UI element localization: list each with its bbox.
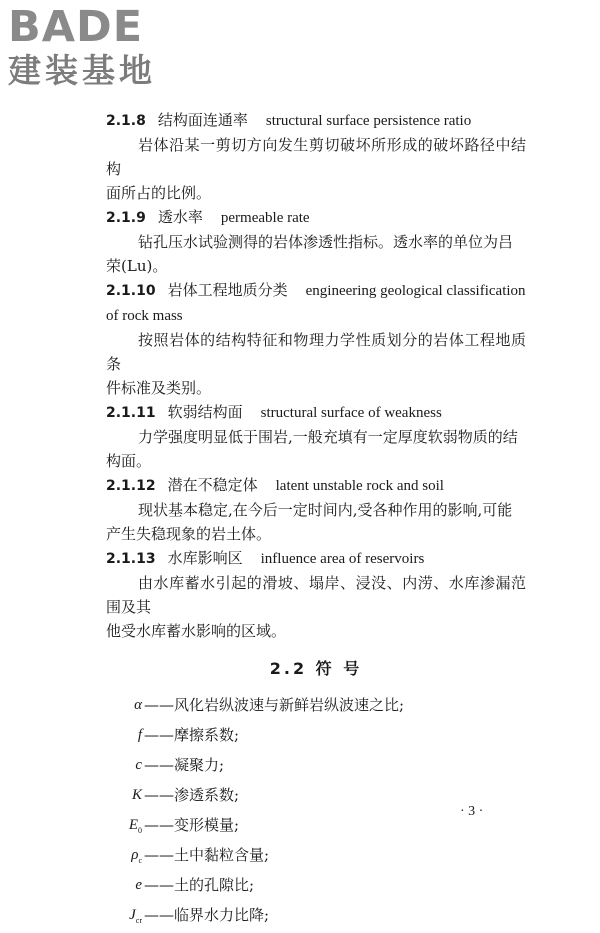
term-entry bbox=[106, 278, 526, 400]
symbol-desc: ——渗透系数; bbox=[144, 786, 240, 804]
term-number: 2.1.10 bbox=[106, 283, 156, 299]
term-definition: 力学强度明显低于围岩,一般充填有一定厚度软弱物质的结 构面。 bbox=[106, 428, 518, 470]
symbol: f bbox=[137, 727, 142, 743]
term-entry bbox=[106, 108, 526, 205]
term-en: structural surface of weakness bbox=[260, 405, 442, 421]
term-en: latent unstable rock and soil bbox=[275, 478, 444, 494]
term-definition: 由水库蓄水引起的滑坡、塌岸、浸没、内涝、水库渗漏范围及其 他受水库蓄水影响的区域。 bbox=[106, 574, 526, 640]
term-en: influence area of reservoirs bbox=[260, 551, 425, 567]
symbol-desc: ——凝聚力; bbox=[144, 756, 225, 774]
term-cn: 软弱结构面 bbox=[167, 403, 243, 421]
section-heading: 2.2 符 号 bbox=[269, 659, 363, 678]
symbol-row bbox=[106, 723, 526, 753]
page-number: · 3 · bbox=[460, 804, 484, 819]
term-en: engineering geological classification bbox=[305, 283, 526, 299]
symbol-row bbox=[106, 903, 526, 933]
symbol: α bbox=[134, 697, 142, 713]
symbol-desc: ——风化岩纵波速与新鲜岩纵波速之比; bbox=[144, 696, 405, 714]
term-en: permeable rate bbox=[220, 210, 310, 226]
symbol-desc: ——变形模量; bbox=[144, 816, 240, 834]
symbol-desc: ——土的孔隙比; bbox=[144, 876, 255, 894]
symbol-row bbox=[106, 753, 526, 783]
term-definition: 岩体沿某一剪切方向发生剪切破坏所形成的破坏路径中结构 面所占的比例。 bbox=[106, 136, 526, 202]
symbol: $E_0$ bbox=[128, 817, 142, 835]
symbol-desc: ——土中黏粒含量; bbox=[144, 846, 270, 864]
symbol-row bbox=[106, 693, 526, 723]
symbol: c bbox=[135, 757, 142, 773]
term-cn: 结构面连通率 bbox=[157, 111, 248, 129]
term-definition: 按照岩体的结构特征和物理力学性质划分的岩体工程地质条 件标准及类别。 bbox=[106, 331, 526, 397]
logo bbox=[8, 4, 178, 90]
term-definition: 钻孔压水试验测得的岩体渗透性指标。透水率的单位为吕 荣(Lu)。 bbox=[106, 233, 514, 275]
term-cn: 潜在不稳定体 bbox=[167, 476, 258, 494]
term-number: 2.1.12 bbox=[106, 478, 156, 494]
term-number: 2.1.11 bbox=[106, 405, 156, 421]
symbol-desc: ——摩擦系数; bbox=[144, 726, 240, 744]
term-en: structural surface persistence ratio bbox=[265, 113, 472, 129]
term-number: 2.1.13 bbox=[106, 551, 156, 567]
term-number: 2.1.9 bbox=[106, 210, 146, 226]
symbol: $J_{cr}$ bbox=[129, 907, 142, 925]
term-entry bbox=[106, 546, 526, 643]
term-entry bbox=[106, 473, 526, 546]
term-cn: 水库影响区 bbox=[167, 549, 243, 567]
symbol-desc: ——临界水力比降; bbox=[144, 906, 270, 924]
symbol-row bbox=[106, 843, 526, 873]
term-entry bbox=[106, 400, 526, 473]
term-entry bbox=[106, 205, 526, 278]
term-cn: 岩体工程地质分类 bbox=[167, 281, 288, 299]
term-cn: 透水率 bbox=[157, 208, 203, 226]
term-en-continued: of rock mass bbox=[106, 308, 183, 324]
logo-subtitle: 建装基地 bbox=[8, 51, 156, 90]
symbol-row bbox=[106, 873, 526, 903]
term-definition: 现状基本稳定,在今后一定时间内,受各种作用的影响,可能 产生失稳现象的岩土体。 bbox=[106, 501, 513, 543]
symbol: e bbox=[135, 877, 142, 893]
term-number: 2.1.8 bbox=[106, 113, 146, 129]
symbol: K bbox=[131, 787, 142, 803]
symbol: $\rho_c$ bbox=[131, 847, 142, 865]
logo-brand: BADE bbox=[8, 2, 144, 52]
